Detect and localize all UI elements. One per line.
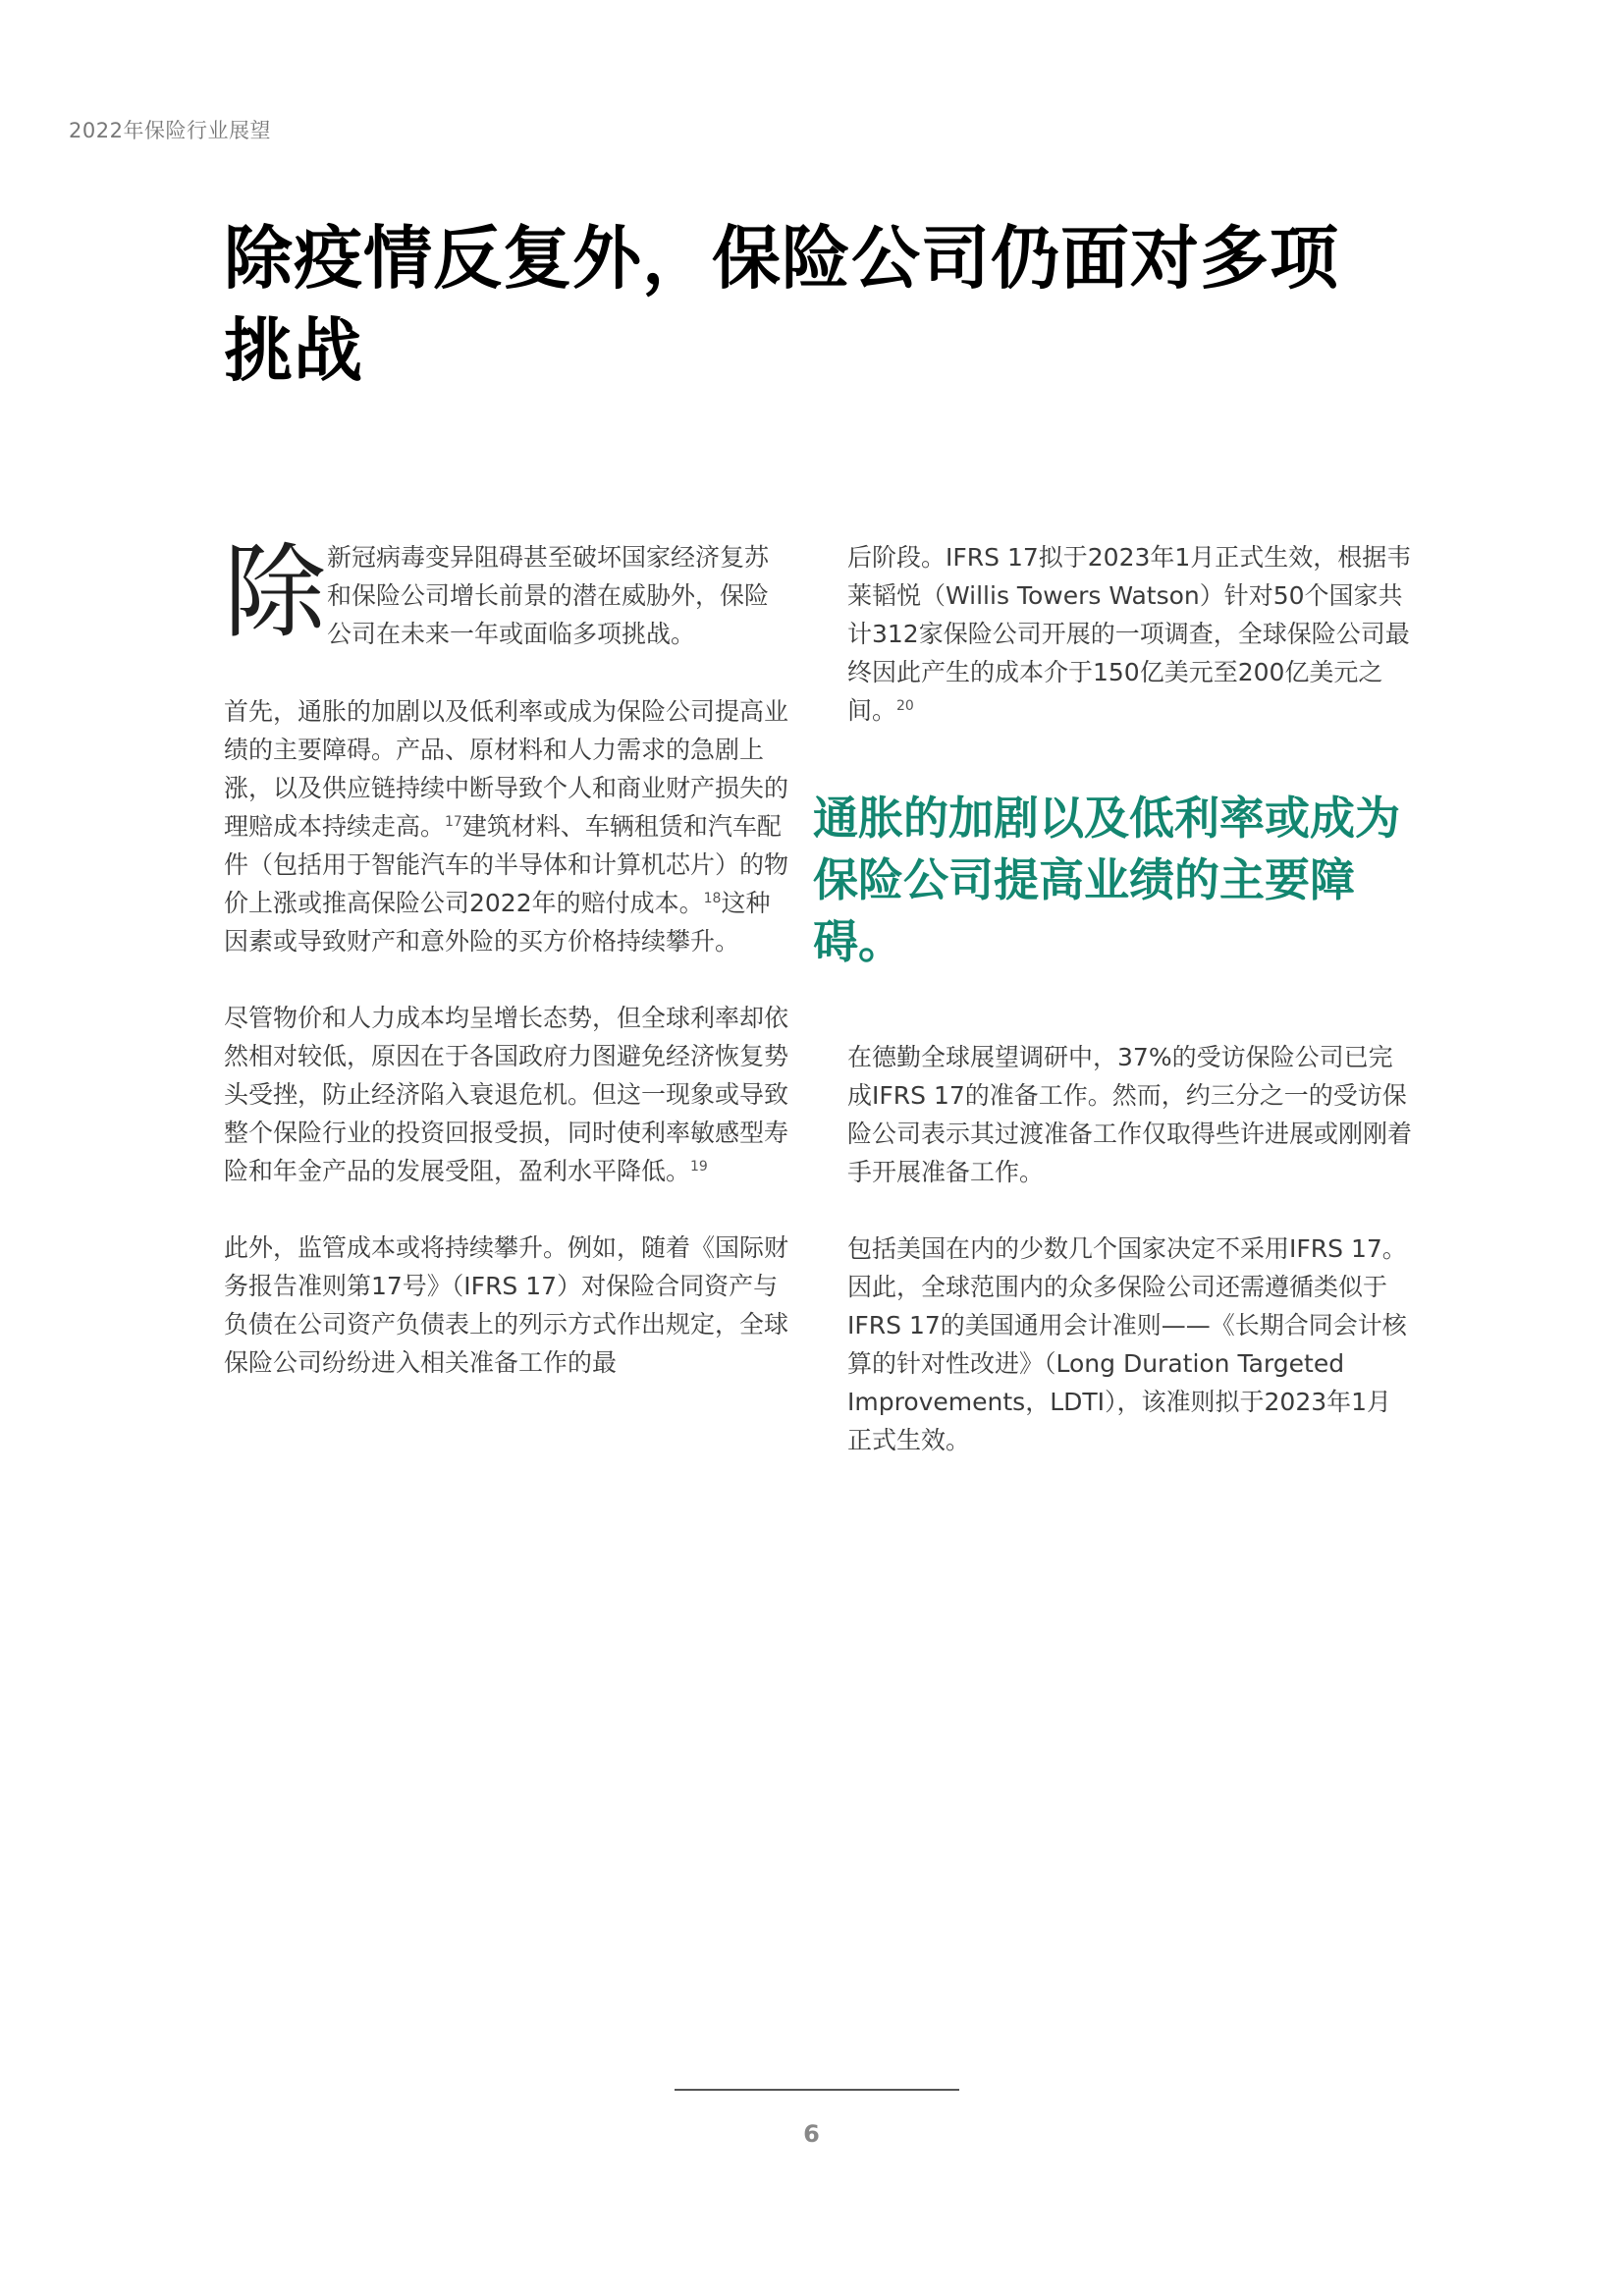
paragraph-inflation-text-c: 这种因素或导致财产和意外险的买方价格持续攀升。 (224, 889, 771, 956)
paragraph-interest-rates-text: 尽管物价和人力成本均呈增长态势，但全球利率却依然相对较低，原因在于各国政府力图避免经济恢复势头受挫，防止经济陷入衰退危机。但这一现象或导致整个保险行业的投资回报受损，同时使利率敏感型寿险和年金产品的发展受阻，盈利水平降低。 (224, 1004, 789, 1185)
paragraph-inflation (224, 692, 788, 960)
footnote-ref-17: 17 (445, 814, 462, 830)
right-column-bottom (847, 1038, 1412, 1459)
paragraph-survey: 在德勤全球展望调研中，37%的受访保险公司已完成IFRS 17的准备工作。然而，约三分之一的受访保险公司表示其过渡准备工作仅取得些许进展或刚刚着手开展准备工作。 (847, 1043, 1413, 1186)
paragraph-inflation-text-a: 首先，通胀的加剧以及低利率或成为保险公司提高业绩的主要障碍。产品、原材料和人力需求的急剧上涨，以及供应链持续中断导致个人和商业财产损失的理赔成本持续走高。 (224, 697, 789, 841)
paragraph-us-gaap: 包括美国在内的少数几个国家决定不采用IFRS 17。因此，全球范围内的众多保险公司还需遵循类似于IFRS 17的美国通用会计准则——《长期合同会计核算的针对性改进》（Long Duration Targeted Improvements，LDTI），该准则拟于2023年1月正式生效。 (847, 1234, 1407, 1454)
paragraph-regulation: 此外，监管成本或将持续攀升。例如，随着《国际财务报告准则第17号》（IFRS 17）对保险合同资产与负债在公司资产负债表上的列示方式作出规定，全球保险公司纷纷进入相关准备工作的最 (224, 1233, 789, 1377)
paragraph-ifrs17-cost-text: 后阶段。IFRS 17拟于2023年1月正式生效，根据韦莱韬悦（Willis Towers Watson）针对50个国家共计312家保险公司开展的一项调查，全球保险公司最终因此产生的成本介于150亿美元至200亿美元之间。 (847, 543, 1412, 725)
footnote-ref-20: 20 (896, 698, 914, 714)
footnote-ref-18: 18 (703, 891, 722, 906)
right-column-top (847, 538, 1412, 730)
footnote-ref-19: 19 (690, 1159, 708, 1175)
page-number: 6 (803, 2120, 820, 2148)
paragraph-interest-rates (224, 999, 788, 1190)
intro-paragraph: 新冠病毒变异阻碍甚至破坏国家经济复苏和保险公司增长前景的潜在威胁外，保险公司在未来一年或面临多项挑战。 (327, 543, 770, 648)
intro-block (224, 532, 788, 654)
drop-cap: 除 (224, 532, 327, 652)
running-header: 2022年保险行业展望 (69, 119, 271, 142)
page-title: 除疫情反复外，保险公司仍面对多项挑战 (224, 218, 1339, 391)
footer-divider (675, 2089, 959, 2091)
paragraph-inflation-text-b: 建筑材料、车辆租赁和汽车配件（包括用于智能汽车的半导体和计算机芯片）的物价上涨或推高保险公司2022年的赔付成本。 (224, 812, 789, 917)
paragraph-ifrs17-cost (847, 538, 1412, 730)
pull-quote: 通胀的加剧以及低利率或成为保险公司提高业绩的主要障碍。 (813, 792, 1400, 968)
left-column (224, 532, 789, 1382)
